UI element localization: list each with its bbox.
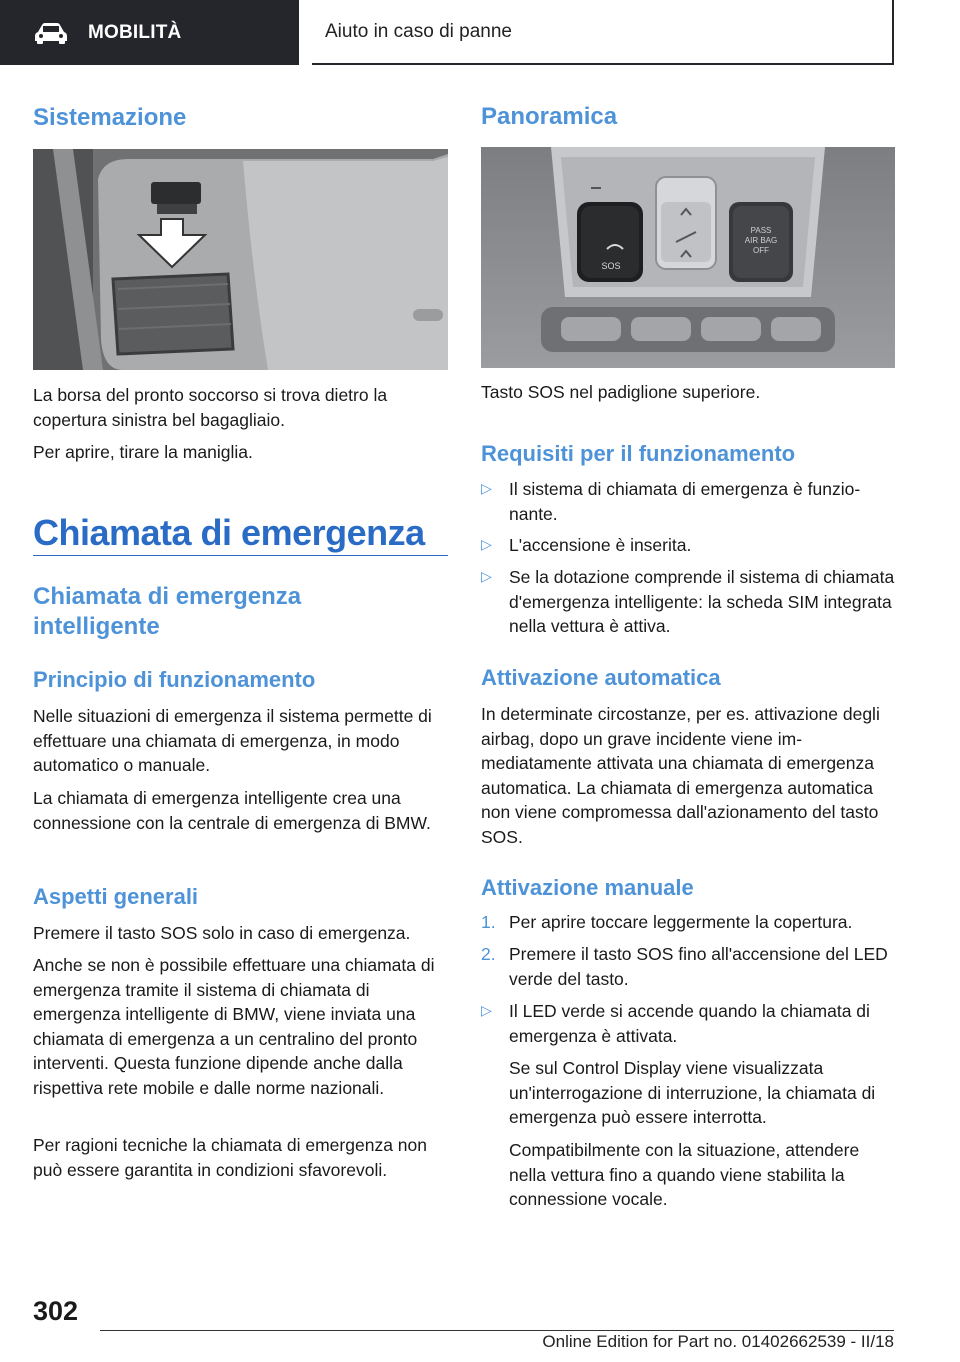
led-info-item: ▷ Il LED verde si accende quando la chiamata di emergenza è attivata.: [481, 999, 896, 1048]
triangle-bullet-icon: ▷: [481, 536, 492, 552]
footer-rule: [100, 1330, 894, 1331]
triangle-bullet-icon: ▷: [481, 480, 492, 496]
overhead-console-illustration: [481, 147, 895, 368]
car-icon: [34, 22, 68, 44]
auto-activation-text: In determinate circostanze, per es. attivazione degli airbag, dopo un grave incidente viene immediatamente attivata una chiamata di emergenza automatica. La chiamata di emergenza automatica non viene compromessa dall'azionamento del tasto SOS.: [481, 704, 880, 847]
sistemazione-text-1: La borsa del pronto soccorso si trova dietro la copertura sinistra bel bagagliaio.: [33, 385, 388, 430]
header-section-tab: [0, 0, 299, 65]
triangle-bullet-icon: ▷: [481, 568, 492, 584]
trunk-illustration: [33, 149, 448, 370]
principio-heading: Principio di funzionamento: [33, 667, 316, 692]
footer-edition: Online Edition for Part no. 01402662539 - II/18: [542, 1332, 894, 1351]
step-item-2: 2. Premere il tasto SOS fino all'accensione del LED verde del tasto.: [481, 944, 888, 989]
intelligent-call-heading: Chiamata di emergenza intelligente: [33, 583, 302, 640]
figure-caption: Tasto SOS nel padiglione superiore.: [481, 382, 761, 402]
off-label: OFF: [753, 246, 769, 255]
chapter-label: Aiuto in caso di panne: [325, 20, 512, 42]
sos-button-label: SOS: [601, 261, 621, 271]
manual-activation-heading: Attivazione manuale: [481, 875, 694, 900]
step-item-1: 1. Per aprire toccare leggermente la copertura.: [481, 912, 853, 932]
chapter-heading: Chiamata di emergenza: [33, 512, 425, 553]
sistemazione-text-2: Per aprire, tirare la maniglia.: [33, 442, 253, 462]
chapter-rule: [33, 555, 448, 556]
trunk-photo: [33, 149, 448, 370]
aspetti-text-1: Premere il tasto SOS solo in caso di emergenza.: [33, 923, 411, 943]
triangle-bullet-icon: ▷: [481, 1002, 492, 1018]
led-info-text-2: Se sul Control Display viene visualizzata un'interrogazione di interruzione, la chiamata di emergenza può essere interrotta.: [509, 1058, 876, 1127]
header-chapter-tab: [312, 0, 894, 65]
aspetti-text-2: Anche se non è possibile effettuare una chiamata di emergenza tramite il sistema di chiamata di emergenza intelligente di BMW, viene inviata una chiamata di emergenza a un centralino del pronto interventi. Questa funzione dipende anche dalla rispettiva rete mobile e dalle norme nazionali.: [33, 955, 435, 1098]
pass-label: PASS: [750, 226, 772, 235]
aspetti-text-3: Per ragioni tecniche la chiamata di emergenza non può essere garantita in condizioni sfavorevoli.: [33, 1135, 427, 1180]
airbag-label: AIR BAG: [744, 236, 778, 245]
page-number: 302: [33, 1296, 79, 1326]
panoramica-heading: Panoramica: [481, 103, 618, 130]
requisiti-item-3: ▷ Se la dotazione comprende il sistema di chiamata d'emergenza intelligente: la scheda SIM integrata nella vettura è attiva.: [481, 565, 896, 639]
section-label: MOBILITÀ: [88, 21, 182, 43]
aspetti-heading: Aspetti generali: [33, 884, 199, 909]
requisiti-heading: Requisiti per il funzionamento: [481, 441, 796, 466]
requisiti-item-1: ▷ Il sistema di chiamata di emergenza è funzionante.: [481, 477, 896, 526]
requisiti-item-2: ▷ L'accensione è inserita.: [481, 533, 896, 558]
sistemazione-heading: Sistemazione: [33, 104, 187, 131]
principio-text-1: Nelle situazioni di emergenza il sistema permette di effettuare una chiamata di emergenza, in modo automatico o manuale.: [33, 706, 432, 775]
auto-activation-heading: Attivazione automatica: [481, 665, 721, 690]
sos-button-photo: [481, 147, 895, 368]
principio-text-2: La chiamata di emergenza intelligente crea una connessione con la centrale di emergenza di BMW.: [33, 788, 431, 833]
led-info-text-3: Compatibilmente con la situazione, attendere nella vettura fino a quando viene stabilita la connessione vocale.: [509, 1140, 860, 1209]
